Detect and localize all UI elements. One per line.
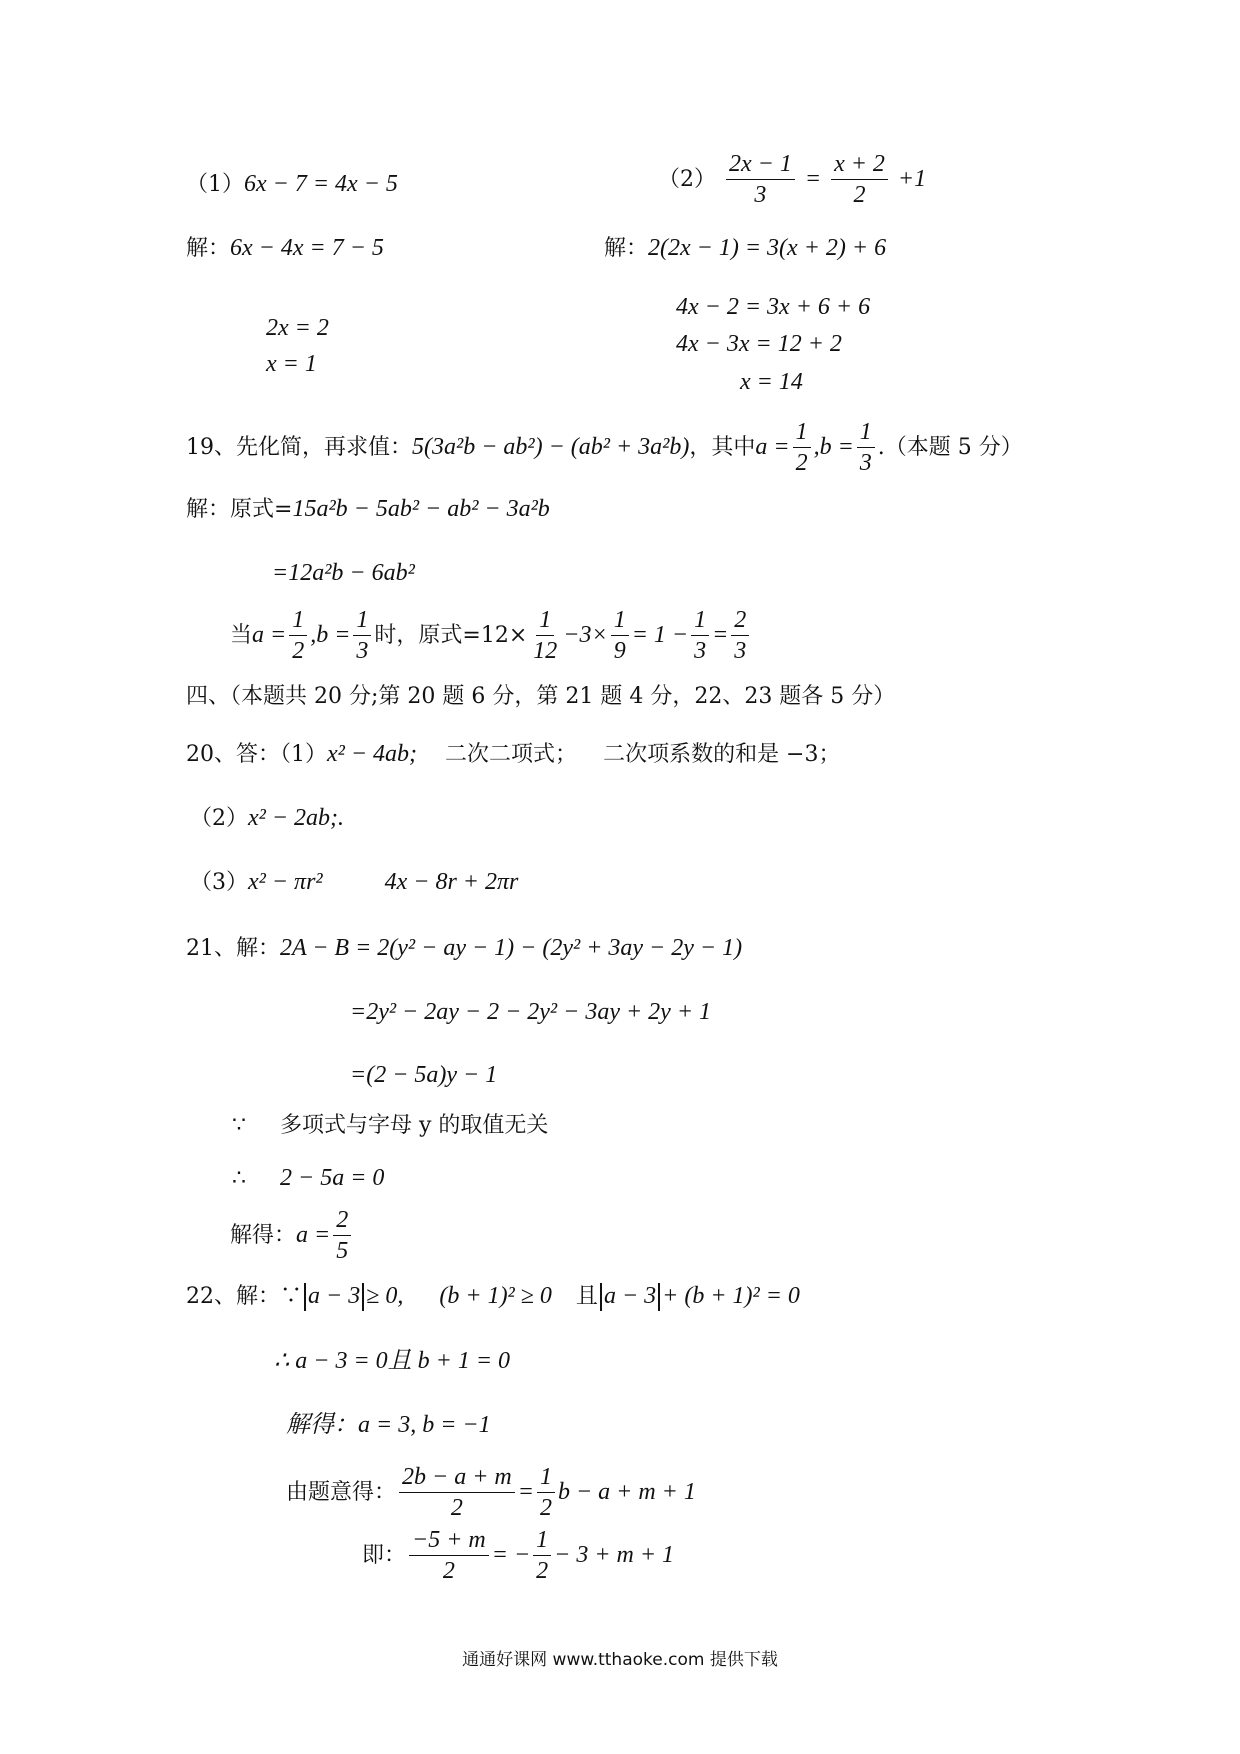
q19-b-frac: $\frac{1}{3}$ — [857, 420, 875, 476]
q22-l4-half: $\frac{1}{2}$ — [537, 1465, 555, 1521]
q19-sol1-expr: 15a²b − 5ab² − ab² − 3a²b — [292, 496, 550, 522]
q19-mid: ，其中 — [689, 435, 756, 461]
q20-l3-expr1: x² − πr² — [248, 869, 323, 895]
q19-eq: = — [712, 622, 729, 649]
q22-l5-frac: $\frac{-5 + m}{2}$ — [409, 1528, 489, 1584]
q18-p2-eq: = — [804, 166, 822, 193]
q18-p1-step3: x = 1 — [266, 351, 317, 377]
q18-p1-problem — [186, 172, 398, 196]
abs-bar-icon — [304, 1283, 306, 1311]
q21-result-frac: $\frac{2}{5}$ — [333, 1208, 351, 1264]
q22-l1-abs2: a − 3 — [603, 1283, 657, 1309]
q22-l5-label: 即： — [362, 1543, 407, 1569]
q19-when-a-frac: $\frac{1}{2}$ — [289, 608, 307, 664]
q19-solution-line1 — [186, 497, 550, 521]
abs-bar-icon — [600, 1283, 602, 1311]
q20-line1 — [186, 742, 841, 766]
q20-l3-prefix: （3） — [190, 870, 248, 895]
q22-l4-eq: = — [517, 1479, 534, 1506]
q22-l4-label: 由题意得： — [286, 1480, 397, 1506]
q18-p2-problem — [658, 152, 926, 208]
q22-l1-t2: (b + 1)² ≥ 0 — [439, 1283, 552, 1309]
q18-p2-step4: x = 14 — [740, 369, 803, 395]
q21-result-label: 解得： — [230, 1223, 297, 1249]
q19-when-a: a = — [252, 622, 287, 649]
q20-line3 — [190, 870, 518, 894]
q18-p2-step1 — [604, 236, 886, 260]
q22-l4-frac: $\frac{2b - a + m}{2}$ — [399, 1465, 515, 1521]
q20-l1-text1: 二次二项式； — [445, 742, 578, 767]
q18-p2-step3: 4x − 3x = 12 + 2 — [676, 331, 842, 357]
q21-result-a: a = — [296, 1222, 331, 1249]
q19-suffix: .（本题 5 分） — [877, 435, 1023, 461]
q21-l1-prefix: 21、解： — [186, 936, 280, 961]
q19-when-b-frac: $\frac{1}{3}$ — [353, 608, 371, 664]
q22-line3: 解得：a = 3, b = −1 — [286, 1412, 491, 1438]
section-4-heading: 四、（本题共 20 分;第 20 题 6 分，第 21 题 4 分，22、23 题各 5 分） — [186, 684, 896, 709]
q19-mid3: = 1 − — [631, 622, 689, 649]
q22-l5-half: $\frac{1}{2}$ — [533, 1528, 551, 1584]
q19-a-eq: a = — [755, 434, 790, 461]
q21-l1-expr: 2A − B = 2(y² − ay − 1) − (2y² + 3ay − 2y − 1) — [280, 935, 743, 961]
q19-orig: 时，原式=12× — [374, 623, 528, 649]
q19-frac1: $\frac{1}{12}$ — [533, 607, 558, 665]
q18-p2-step1-expr: 2(2x − 1) = 3(x + 2) + 6 — [648, 235, 887, 261]
q19-frac4: $\frac{2}{3}$ — [731, 608, 749, 664]
q20-l2-expr: x² − 2ab;. — [248, 805, 345, 831]
q22-l1-t3: + (b + 1)² = 0 — [662, 1283, 800, 1309]
q18-p1-step1 — [186, 236, 384, 260]
q20-line2 — [190, 806, 344, 830]
q18-p2-frac2: $\frac{x + 2}{2}$ — [831, 152, 888, 208]
abs-bar-icon — [658, 1283, 660, 1311]
q19-evaluation — [230, 608, 752, 664]
q19-frac2: $\frac{1}{9}$ — [611, 608, 629, 664]
q21-because-symbol: ∵ — [232, 1113, 246, 1138]
q18-p2-step2: 4x − 2 = 3x + 6 + 6 — [676, 294, 871, 320]
q19-sol-label: 解：原式= — [186, 497, 293, 522]
q19-prefix: 19、先化简，再求值： — [186, 435, 412, 461]
q18-p1-step2: 2x = 2 — [266, 315, 329, 341]
q22-l5-eq: = − — [491, 1542, 531, 1569]
q19-frac3: $\frac{1}{3}$ — [691, 608, 709, 664]
q20-l1-prefix: 20、答：（1） — [186, 742, 327, 767]
q19-when-b: ,b = — [310, 622, 351, 649]
q22-l1-abs: a − 3 — [308, 1283, 361, 1309]
q18-p2-frac1: $\frac{2x - 1}{3}$ — [726, 152, 795, 208]
q22-l1-and: 且 — [575, 1284, 598, 1309]
q22-l5-rest: − 3 + m + 1 — [554, 1542, 675, 1569]
q20-l2-prefix: （2） — [190, 806, 248, 831]
q22-line5 — [362, 1528, 674, 1584]
q18-p2-plus: +1 — [897, 166, 927, 193]
q18-p1-label: （1） — [186, 172, 244, 197]
q22-l1-prefix: 22、解：∵ — [186, 1284, 302, 1309]
q21-therefore-expr: 2 − 5a = 0 — [280, 1165, 385, 1191]
q22-l1-t1: ≥ 0, — [366, 1283, 404, 1309]
q22-line1 — [186, 1283, 800, 1311]
q22-line4 — [286, 1465, 696, 1521]
abs-bar-icon — [362, 1283, 364, 1311]
q18-p2-label: （2） — [658, 167, 716, 193]
q19-problem — [186, 420, 1023, 476]
q18-p1-sol-label: 解： — [186, 236, 231, 261]
q22-l4-rest: b − a + m + 1 — [557, 1479, 696, 1506]
q19-a-frac: $\frac{1}{2}$ — [793, 420, 811, 476]
q19-solution-line2: =12a²b − 6ab² — [272, 560, 415, 586]
q21-because — [232, 1115, 548, 1137]
q20-l1-expr: x² − 4ab; — [327, 741, 418, 767]
q19-b-eq: ,b = — [813, 434, 854, 461]
q18-p1-step1-expr: 6x − 4x = 7 − 5 — [230, 235, 384, 261]
q22-line2: ∴ a − 3 = 0且 b + 1 = 0 — [274, 1348, 511, 1374]
q19-mid2: −3× — [563, 622, 608, 649]
page-footer: 通通好课网 www.tthaoke.com 提供下载 — [462, 1650, 778, 1670]
q21-because-text: 多项式与字母 y 的取值无关 — [280, 1113, 549, 1138]
q21-line3: =(2 − 5a)y − 1 — [350, 1062, 498, 1088]
q19-expression: 5(3a²b − ab²) − (ab² + 3a²b) — [412, 434, 690, 461]
q21-therefore-symbol: ∴ — [232, 1166, 246, 1191]
q18-p2-sol-label: 解： — [604, 236, 649, 261]
q19-when: 当 — [230, 623, 253, 649]
q21-result — [230, 1208, 354, 1264]
q21-line2: =2y² − 2ay − 2 − 2y² − 3ay + 2y + 1 — [350, 999, 712, 1025]
q20-l3-expr2: 4x − 8r + 2πr — [384, 869, 519, 895]
q21-therefore — [232, 1166, 384, 1190]
q18-p1-equation: 6x − 7 = 4x − 5 — [244, 171, 398, 197]
q21-line1 — [186, 936, 742, 960]
q20-l1-text2: 二次项系数的和是 −3； — [603, 742, 841, 767]
